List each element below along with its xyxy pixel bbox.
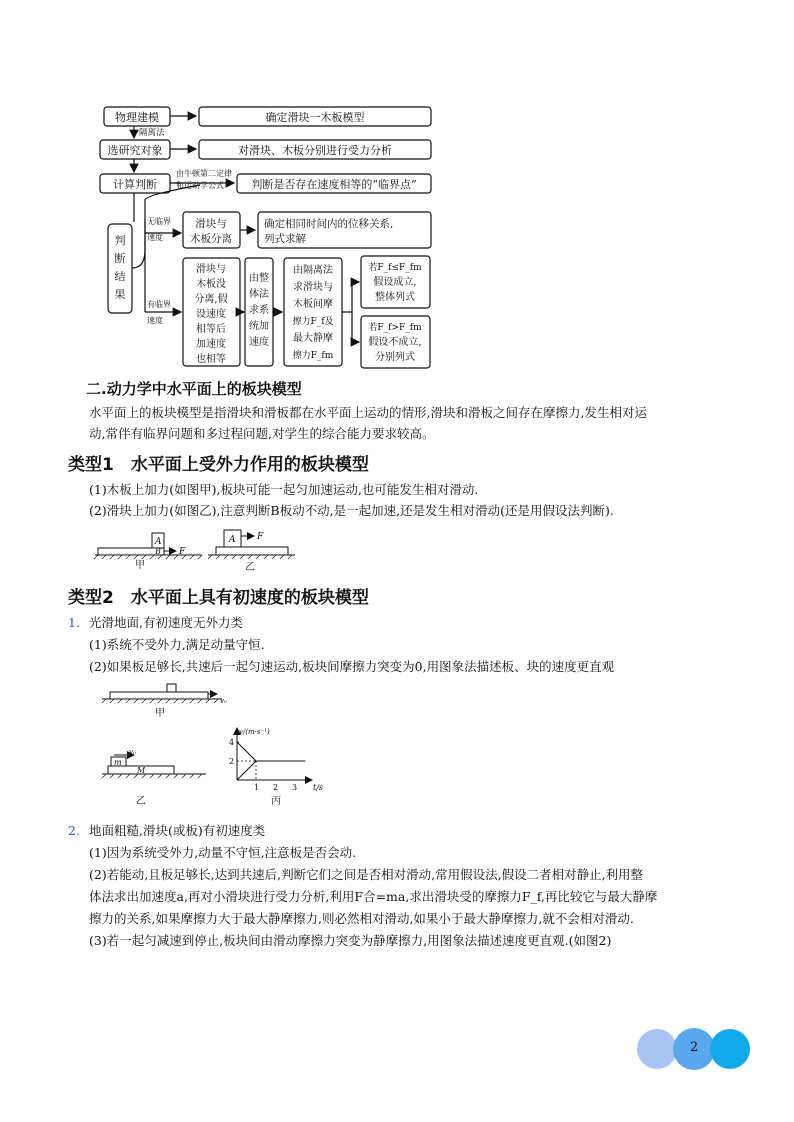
flow-text-sepdesc-0: 确定相同时间内的位移关系, [264, 218, 394, 230]
flow-text-case2-1: 假设不成立, [368, 337, 422, 348]
flow-text-case1-0: 若F_f≤F_fm [368, 263, 422, 273]
flow-text-whole-4: 速度 [249, 337, 269, 348]
type2-jia-v0: v₀ [220, 697, 227, 705]
type2-p2-item1: (1)因为系统受外力,动量不守恒,注意板是否会动. [89, 845, 357, 860]
type1-label-a: A [155, 537, 162, 547]
type2-yi-caption: 乙 [136, 796, 146, 807]
type2-p2-title: 地面粗糙,滑块(或板)有初速度类 [89, 823, 266, 838]
flow-text-result-0: 判 [114, 234, 126, 247]
type2-graph-xtick-3: 3 [292, 783, 298, 792]
page-dot-left [637, 1029, 677, 1069]
flow-text-result-3: 果 [114, 288, 126, 301]
flow-text-isolate-2: 木板间摩 [293, 299, 333, 310]
flow-text-isolate-4: 最大静摩 [293, 333, 333, 344]
type2-p2-item2-line2: 体法求出加速度a,再对小滑块进行受力分析,利用F合=ma,求出滑块受的摩擦力F_f,再比较它与最大静摩 [89, 889, 658, 904]
flow-text-modeling-desc: 确定滑块一木板模型 [265, 111, 365, 124]
flow-text-nocrit-1: 速度 [147, 233, 163, 242]
graph-line-board [237, 761, 256, 780]
flowchart [0, 0, 794, 380]
type2-p1-num: 1. [68, 615, 80, 630]
type2-p1-item1: (1)系统不受外力,满足动量守恒. [89, 637, 265, 652]
type1-item1: (1)木板上加力(如图甲),板块可能一起匀加速运动,也可能发生相对滑动. [89, 482, 479, 497]
flow-text-result-1: 断 [114, 252, 126, 265]
flow-text-assume-6: 也相等 [196, 354, 226, 365]
flow-text-sep-1: 木板分离 [190, 233, 232, 245]
flow-text-nocrit-0: 无临界 [147, 217, 171, 226]
flow-text-calc: 计算判断 [113, 178, 157, 191]
page-number: 2 [689, 1040, 699, 1055]
type2-yi-v0: v₀ [129, 748, 136, 756]
section2-heading: 二.动力学中水平面上的板块模型 [86, 380, 302, 398]
flow-text-modeling: 物理建模 [115, 111, 159, 124]
type1-heading: 类型1 水平面上受外力作用的板块模型 [68, 455, 369, 475]
type1-figures [90, 524, 300, 574]
section2-intro-line2: 动,常伴有临界问题和多过程问题,对学生的综合能力要求较高。 [89, 426, 435, 441]
type2-graph-plot [237, 742, 305, 780]
type2-yi-m: m [114, 758, 122, 767]
flow-text-arrow2-line2: 和运动学公式 [176, 181, 224, 190]
flow-text-object: 选研究对象 [107, 144, 163, 157]
flow-text-hascrit-1: 速度 [147, 316, 163, 325]
type1-yi-label-force: F [257, 532, 264, 542]
type2-bing-caption: 丙 [271, 796, 281, 807]
type2-heading: 类型2 水平面上具有初速度的板块模型 [68, 588, 369, 608]
flow-text-whole-0: 由整 [249, 273, 269, 284]
type2-graph-xlabel: t/s [313, 783, 324, 792]
type1-caption-yi: 乙 [245, 562, 255, 573]
flow-text-result-2: 结 [114, 270, 126, 283]
flow-text-arrow1: 隔离法 [139, 128, 165, 138]
type1-caption-jia: 甲 [135, 560, 145, 571]
type2-p2-item2-line3: 擦力的关系,如果摩擦力大于最大静摩擦力,则必然相对滑动,如果小于最大静摩擦力,就不会相对滑动. [89, 911, 634, 926]
flow-text-assume-4: 相等后 [196, 324, 226, 335]
flow-text-assume-5: 加速度 [196, 339, 226, 350]
flow-text-case1-1: 假设成立, [373, 277, 417, 288]
type2-jia-block [167, 684, 176, 692]
flow-text-assume-3: 设速度 [196, 309, 226, 320]
section2-intro-line1: 水平面上的板块模型是指滑块和滑板都在水平面上运动的情形,滑块和滑板之间存在摩擦力,发生相对运 [89, 405, 647, 420]
type2-p1-item2: (2)如果板足够长,共速后一起匀速运动,板块间摩擦力突变为0,用图象法描述板、块的速度更直观 [89, 659, 615, 674]
type2-graph-ytick-2: 2 [229, 757, 235, 766]
type1-label-b: B [155, 547, 161, 556]
flow-text-case2-0: 若F_f>F_fm [368, 323, 422, 333]
type2-jia-board [110, 692, 208, 699]
graph-line-block [237, 742, 256, 761]
type2-p1-title: 光滑地面,有初速度无外力类 [89, 615, 243, 630]
flow-text-case1-2: 整体列式 [375, 292, 415, 303]
flow-text-whole-3: 统加 [249, 321, 269, 332]
type1-label-force: F [179, 547, 186, 557]
type2-yi-M: M [137, 766, 146, 775]
flow-text-sepdesc-1: 列式求解 [264, 233, 306, 245]
flow-text-assume-2: 分离,假 [194, 294, 228, 305]
flow-text-assume-1: 木板没 [196, 279, 226, 290]
page-dot-right [710, 1029, 750, 1069]
flow-text-object-desc: 对滑块、木板分别进行受力分析 [238, 144, 392, 157]
flow-text-isolate-1: 求滑块与 [293, 282, 333, 293]
flow-text-arrow2-line1: 由牛顿第二定律 [176, 169, 232, 178]
type2-p2-num: 2. [68, 823, 80, 838]
flow-text-case2-2: 分别列式 [375, 352, 415, 363]
type2-figures [96, 680, 336, 812]
type2-jia-caption: 甲 [155, 708, 165, 719]
type1-yi-board [216, 547, 288, 555]
flow-text-sep-0: 滑块与 [195, 218, 227, 230]
type1-yi-label-a: A [229, 535, 236, 545]
type2-graph-ylabel: v/(m·s⁻¹) [239, 728, 270, 736]
type2-p2-item3: (3)若一起匀减速到停止,板块间由滑动摩擦力突变为静摩擦力,用图象法描述速度更直观.(如图2) [89, 933, 612, 948]
flow-text-hascrit-0: 有临界 [147, 300, 171, 309]
flow-text-isolate-3: 擦力F_f及 [292, 317, 334, 327]
flow-text-assume-0: 滑块与 [196, 264, 226, 275]
flow-text-whole-1: 体法 [249, 289, 269, 300]
type2-p2-item2-line1: (2)若能动,且板足够长,达到共速后,判断它们之间是否相对滑动,常用假设法,假设二者相对静止,利用整 [89, 867, 644, 882]
flow-text-isolate-5: 擦力F_fm [292, 351, 334, 361]
type2-graph-ytick-4: 4 [229, 738, 235, 747]
type2-graph-xtick-2: 2 [273, 783, 279, 792]
flow-text-calc-desc: 判断是否存在速度相等的“临界点” [251, 178, 417, 191]
type2-graph-xtick-1: 1 [254, 783, 260, 792]
type1-item2: (2)滑块上加力(如图乙),注意判断B板动不动,是一起加速,还是发生相对滑动(还是用假设法判断). [89, 503, 614, 518]
flow-text-whole-2: 求系 [249, 305, 269, 316]
flow-text-isolate-0: 由隔离法 [293, 265, 333, 276]
